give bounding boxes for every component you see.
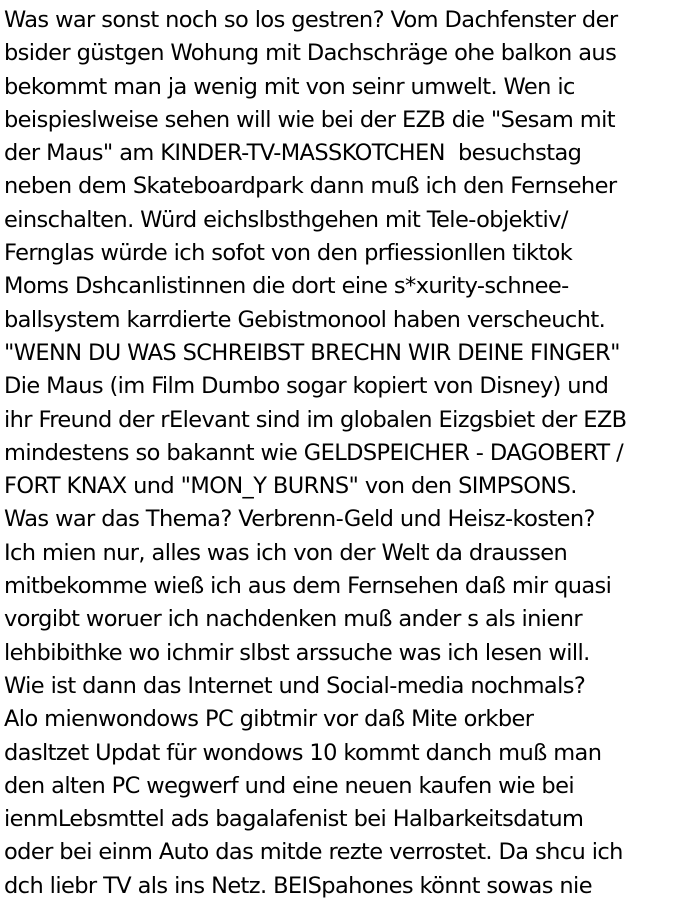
text-line-13: ihr Freund der rElevant sind im globalen Eizgsbiet der EZB xyxy=(4,406,627,433)
text-line-19: vorgibt woruer ich nachdenken muß ander s als inienr xyxy=(4,606,583,633)
text-line-12: Die Maus (im Film Dumbo sogar kopiert von Disney) und xyxy=(4,373,609,400)
text-line-2: bsider güstgen Wohung mit Dachschräge ohe balkon aus xyxy=(4,40,617,67)
text-line-26: oder bei einm Auto das mitde rezte verrostet. Da shcu ich xyxy=(4,839,623,866)
text-line-7: einschalten. Würd eichslbsthgehen mit Tele-objektiv/ xyxy=(4,206,568,233)
text-line-25: ienmLebsmttel ads bagalafenist bei Halbarkeitsdatum xyxy=(4,806,584,833)
text-line-24: den alten PC wegwerf und eine neuen kaufen wie bei xyxy=(4,772,574,799)
text-line-6: neben dem Skateboardpark dann muß ich den Fernseher xyxy=(4,173,617,200)
text-line-9: Moms Dshcanlistinnen die dort eine s*xurity-schnee- xyxy=(4,273,569,300)
text-line-3: bekommt man ja wenig mit von seinr umwelt. Wen ic xyxy=(4,73,575,100)
text-line-22: Alo mienwondows PC gibtmir vor daß Mite orkber xyxy=(4,706,534,733)
text-line-20: lehbibithke wo ichmir slbst arssuche was ich lesen will. xyxy=(4,639,590,666)
text-line-10: ballsystem karrdierte Gebistmonool haben verscheucht. xyxy=(4,306,606,333)
text-line-23: dasltzet Updat für wondows 10 kommt danch muß man xyxy=(4,739,602,766)
text-line-8: Fernglas würde ich sofot von den prfiessionllen tiktok xyxy=(4,240,573,267)
text-line-17: Ich mien nur, alles was ich von der Welt da draussen xyxy=(4,539,568,566)
text-line-14: mindestens so bakannt wie GELDSPEICHER - DAGOBERT / xyxy=(4,439,624,466)
text-line-5: der Maus" am KINDER-TV-MASSKOTCHEN besuchstag xyxy=(4,140,582,167)
text-line-21: Wie ist dann das Internet und Social-media nochmals? xyxy=(4,672,586,699)
text-line-15: FORT KNAX und "MON_Y BURNS" von den SIMPSONS. xyxy=(4,473,577,500)
text-line-18: mitbekomme wieß ich aus dem Fernsehen daß mir quasi xyxy=(4,573,612,600)
text-line-16: Was war das Thema? Verbrenn-Geld und Heisz-kosten? xyxy=(4,506,595,533)
text-line-27: dch liebr TV als ins Netz. BEISpahones könnt sowas nie xyxy=(4,872,592,899)
text-line-4: beispieslweise sehen will wie bei der EZB die "Sesam mit xyxy=(4,106,615,133)
text-line-11: "WENN DU WAS SCHREIBST BRECHN WIR DEINE FINGER" xyxy=(4,339,620,366)
text-line-1: Was war sonst noch so los gestren? Vom Dachfenster der xyxy=(4,7,618,33)
body-text xyxy=(4,4,680,903)
